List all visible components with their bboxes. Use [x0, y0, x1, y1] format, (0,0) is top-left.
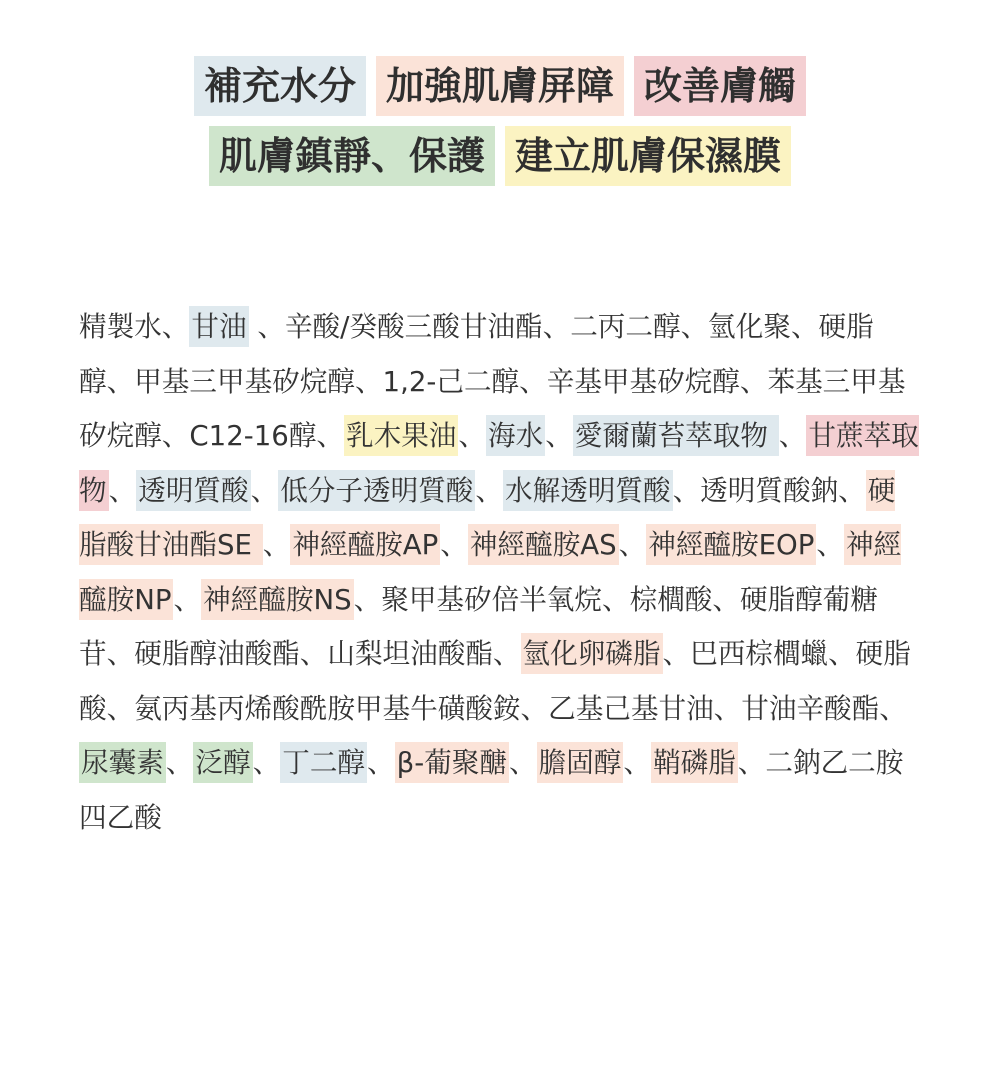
ingredient-text: 、 [165, 746, 194, 779]
ingredient-text: 、 [250, 473, 279, 507]
highlighted-ingredient: 甘蔗萃取物 [79, 415, 919, 511]
legend-row [209, 126, 791, 186]
legend-tag: 加強肌膚屏障 [376, 56, 624, 116]
legend-tag: 建立肌膚保濕膜 [505, 126, 791, 186]
highlighted-ingredient: 泛醇 [193, 742, 252, 783]
highlighted-ingredient: 神經醯胺EOP [646, 524, 816, 565]
legend-tag: 改善膚觸 [634, 56, 806, 116]
ingredient-text: 、 [262, 528, 291, 561]
ingredient-text: 、透明質酸鈉、 [672, 473, 866, 507]
ingredient-text: 、 [440, 528, 468, 561]
highlighted-ingredient: 水解透明質酸 [503, 470, 673, 511]
highlighted-ingredient: 神經醯胺NP [79, 524, 901, 620]
highlighted-ingredient: 海水 [486, 415, 545, 456]
ingredient-text: 、 [108, 473, 137, 507]
ingredient-text: 、聚甲基矽倍半氧烷、棕櫚酸、硬脂醇葡糖苷、硬脂醇油酸酯、山梨坦油酸酯、 [79, 582, 878, 670]
ingredient-text: 、 [816, 528, 844, 561]
ingredient-list [79, 300, 919, 845]
legend-tag: 肌膚鎮靜、保護 [209, 126, 495, 186]
highlighted-ingredient: 乳木果油 [344, 415, 458, 456]
highlighted-ingredient: 神經醯胺NS [201, 579, 354, 620]
ingredient-text: 、 [618, 528, 647, 561]
highlighted-ingredient: 神經醯胺AS [468, 524, 619, 565]
highlighted-ingredient: 氫化卵磷脂 [521, 633, 663, 674]
highlighted-ingredient: 鞘磷脂 [651, 742, 738, 783]
ingredient-text: 、辛酸/癸酸三酸甘油酯、二丙二醇、氫化聚、硬脂醇、甲基三甲基矽烷醇、1,2-己二醇、辛基甲基矽烷醇、苯基三甲基矽烷醇、C12-16醇、 [79, 310, 906, 452]
highlighted-ingredient: 甘油 [189, 306, 248, 347]
ingredient-text: 、 [508, 746, 537, 779]
highlighted-ingredient: 愛爾蘭苔萃取物 [573, 415, 779, 456]
highlighted-ingredient: 尿囊素 [79, 742, 166, 783]
highlighted-ingredient: 透明質酸 [136, 470, 250, 511]
highlighted-ingredient: 硬脂酸甘油酯SE [79, 470, 895, 566]
ingredient-text: 、 [778, 419, 807, 452]
ingredient-text: 、二鈉乙二胺四乙酸 [79, 746, 904, 834]
ingredient-text: 精製水、 [79, 310, 190, 343]
legend-tag: 補充水分 [194, 56, 366, 116]
highlighted-ingredient: 低分子透明質酸 [278, 470, 475, 511]
legend-row [194, 56, 806, 116]
legend [0, 56, 1000, 196]
highlighted-ingredient: 膽固醇 [537, 742, 624, 783]
ingredient-text: 、 [367, 746, 395, 779]
ingredient-text: 、 [252, 746, 281, 779]
highlighted-ingredient: β-葡聚醣 [395, 742, 509, 783]
ingredient-text: 、巴西棕櫚蠟、硬脂酸、氨丙基丙烯酸酰胺甲基牛磺酸銨、乙基己基甘油、甘油辛酸酯、 [79, 637, 911, 725]
ingredient-text: 、 [623, 746, 651, 779]
ingredient-text: 、 [458, 419, 487, 452]
ingredient-text: 、 [173, 582, 202, 616]
ingredient-text: 、 [545, 419, 573, 452]
ingredient-text: 、 [475, 473, 503, 507]
highlighted-ingredient: 丁二醇 [280, 742, 367, 783]
highlighted-ingredient: 神經醯胺AP [290, 524, 440, 565]
